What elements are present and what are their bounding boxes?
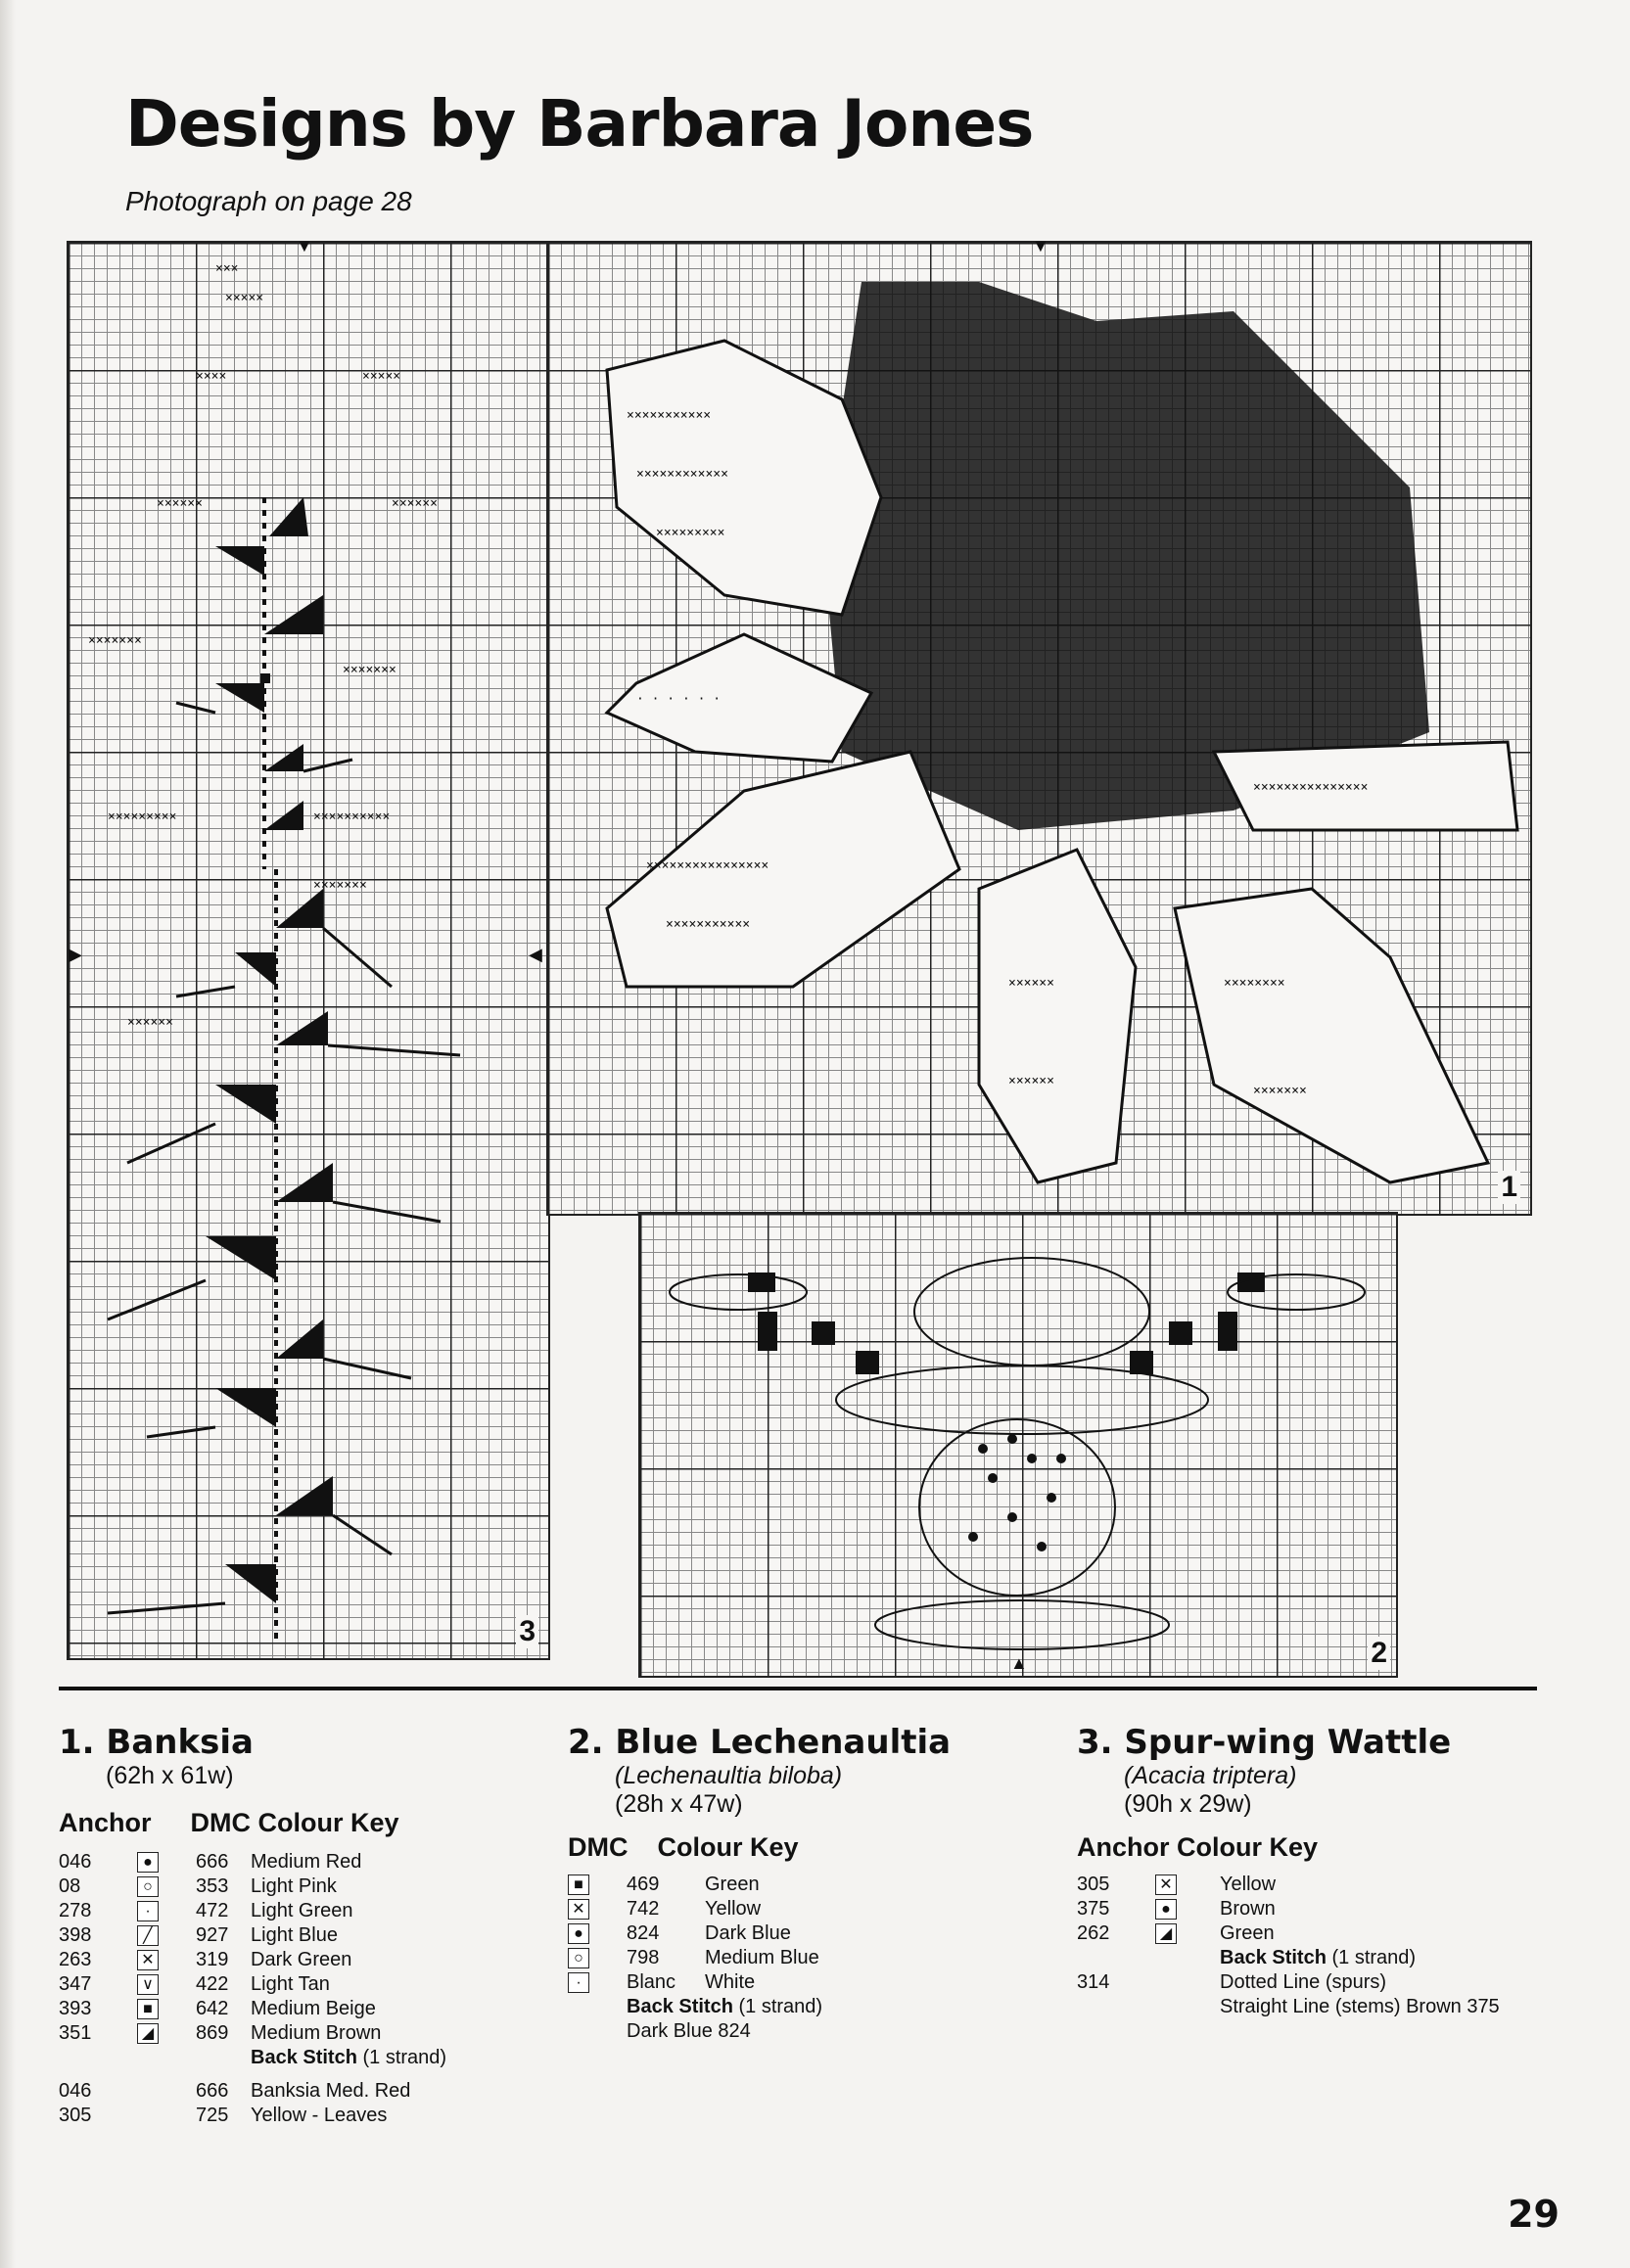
svg-text:×××××××××: ××××××××× — [108, 810, 177, 824]
key-size-wattle: (90h x 29w) — [1124, 1790, 1252, 1818]
key-blue-lechenaultia — [568, 1723, 951, 2044]
key-size-lechenaultia: (28h x 47w) — [615, 1790, 743, 1818]
table-row: 262 ◢ Green — [1077, 1922, 1275, 1944]
filled-dot-symbol: ● — [568, 1923, 589, 1944]
svg-text:×××××××××: ××××××××× — [656, 526, 725, 540]
center-marker-bottom: ▲ — [1010, 1653, 1028, 1673]
backstitch-note: (1 strand) — [1331, 1947, 1417, 1968]
svg-text:××××××: ×××××× — [127, 1015, 173, 1030]
table-row: 305 725 Yellow - Leaves — [59, 2105, 388, 2126]
svg-text:××××××: ×××××× — [1008, 1074, 1054, 1088]
small-dot-symbol: · — [568, 1972, 589, 1993]
table-row: Straight Line (stems) Brown 375 — [1220, 1996, 1500, 2017]
table-row: 08 ○ 353 Light Pink — [59, 1875, 337, 1897]
small-dot-symbol: · — [137, 1901, 159, 1921]
half-triangle-symbol: ◢ — [137, 2023, 159, 2044]
col-anchor-colour-key: Anchor Colour Key — [1077, 1832, 1319, 1862]
table-row: 375 ● Brown — [1077, 1898, 1276, 1920]
chart-banksia — [546, 241, 1532, 1216]
table-row: 398 ╱ 927 Light Blue — [59, 1924, 338, 1946]
open-circle-symbol: ○ — [568, 1948, 589, 1968]
table-row: ○ 798 Medium Blue — [568, 1946, 822, 1970]
wattle-pattern — [69, 243, 548, 1658]
table-row: ■ 469 Green — [568, 1873, 822, 1897]
table-row: 314 Dotted Line (spurs) — [1077, 1971, 1387, 1993]
backstitch-note: (1 strand) — [738, 1996, 823, 2017]
chart-spur-wing-wattle — [67, 241, 550, 1660]
table-row: 278 · 472 Light Green — [59, 1900, 353, 1921]
backstitch-label: Back Stitch — [251, 2047, 357, 2068]
lechenaultia-thread-table — [568, 1873, 822, 2044]
svg-text:××××××××××: ×××××××××× — [313, 810, 391, 824]
open-circle-symbol: ○ — [137, 1876, 159, 1897]
svg-text:×××××: ××××× — [362, 369, 401, 384]
table-row: 393 ■ 642 Medium Beige — [59, 1998, 376, 2019]
photo-reference: Photograph on page 28 — [125, 186, 412, 216]
backstitch-label: Back Stitch — [627, 1996, 733, 2017]
svg-text:××××××××: ×××××××× — [1224, 976, 1285, 991]
svg-text:×××××××: ××××××× — [1253, 1084, 1307, 1098]
filled-dot-symbol: ● — [1155, 1899, 1177, 1920]
table-row: · Blanc White — [568, 1970, 822, 1995]
page-number: 29 — [1508, 2193, 1560, 2236]
svg-text:×××: ××× — [215, 261, 239, 276]
chart-number-2: 2 — [1368, 1637, 1390, 1670]
half-triangle-symbol: ◢ — [1155, 1923, 1177, 1944]
svg-text:×××××××××××: ××××××××××× — [666, 917, 751, 932]
filled-square-symbol: ■ — [137, 1999, 159, 2019]
svg-text:×××××××: ××××××× — [88, 633, 142, 648]
table-row: 046 ● 666 Medium Red — [59, 1851, 362, 1873]
center-marker-right: ◀ — [529, 945, 542, 964]
backstitch-note: (1 strand) — [362, 2047, 447, 2068]
filled-dot-symbol: ● — [137, 1852, 159, 1873]
banksia-pattern — [548, 243, 1530, 1214]
svg-text:××××××: ×××××× — [392, 496, 438, 511]
key-spur-wing-wattle — [1077, 1723, 1500, 2019]
table-row: 347 ∨ 422 Light Tan — [59, 1973, 330, 1995]
backstitch-colour: Dark Blue 824 — [627, 2020, 751, 2042]
svg-text:××××××: ×××××× — [157, 496, 203, 511]
filled-square-symbol: ■ — [568, 1875, 589, 1895]
chart-number-3: 3 — [516, 1615, 538, 1648]
key-latin-lechenaultia: (Lechenaultia biloba) — [615, 1762, 843, 1789]
col-dmc-key: DMC Colour Key — [190, 1808, 399, 1837]
cross-symbol: ✕ — [1155, 1875, 1177, 1895]
banksia-thread-table — [59, 1850, 446, 2128]
table-row: 351 ◢ 869 Medium Brown — [59, 2022, 382, 2044]
center-marker-left: ▶ — [69, 945, 82, 964]
key-heading-banksia: 1. Banksia — [59, 1723, 254, 1762]
wattle-thread-table — [1077, 1873, 1500, 2019]
slash-symbol: ╱ — [137, 1925, 159, 1946]
col-colour-key: Colour Key — [657, 1832, 799, 1862]
svg-text:×××××××××××: ××××××××××× — [627, 408, 712, 423]
section-divider — [59, 1687, 1537, 1690]
center-marker-top-right: ▼ — [1032, 236, 1049, 255]
col-anchor: Anchor — [59, 1808, 152, 1837]
backstitch-label: Back Stitch — [1220, 1947, 1327, 1968]
col-dmc: DMC — [568, 1832, 629, 1862]
svg-text:××××: ×××× — [196, 369, 227, 384]
key-size-banksia: (62h x 61w) — [106, 1762, 234, 1789]
table-row: 305 ✕ Yellow — [1077, 1874, 1277, 1895]
key-heading-wattle: 3. Spur-wing Wattle — [1077, 1723, 1452, 1762]
cross-symbol: ✕ — [137, 1950, 159, 1970]
page-title: Designs by Barbara Jones — [125, 86, 1034, 162]
lechenaultia-pattern — [640, 1214, 1396, 1676]
svg-text:××××××××××××: ×××××××××××× — [636, 467, 728, 482]
chart-number-1: 1 — [1498, 1171, 1520, 1204]
svg-text:×××××××: ××××××× — [343, 663, 396, 677]
table-row: 046 666 Banksia Med. Red — [59, 2080, 411, 2102]
svg-text:· · · · · ·: · · · · · · — [636, 692, 722, 707]
svg-text:×××××: ××××× — [225, 291, 264, 305]
svg-text:×××××××××××××××: ××××××××××××××× — [1253, 780, 1369, 795]
v-symbol: ∨ — [137, 1974, 159, 1995]
key-latin-wattle: (Acacia triptera) — [1124, 1762, 1297, 1789]
svg-text:××××××××××××××××: ×××××××××××××××× — [646, 858, 769, 873]
key-heading-lechenaultia: 2. Blue Lechenaultia — [568, 1723, 952, 1762]
svg-text:××××××: ×××××× — [1008, 976, 1054, 991]
table-row: ✕ 742 Yellow — [568, 1897, 822, 1921]
chart-blue-lechenaultia — [638, 1212, 1398, 1678]
cross-symbol: ✕ — [568, 1899, 589, 1920]
table-row: ● 824 Dark Blue — [568, 1921, 822, 1946]
center-marker-top-left: ▼ — [296, 236, 313, 255]
table-row: 263 ✕ 319 Dark Green — [59, 1949, 352, 1970]
svg-text:×××××××: ××××××× — [313, 878, 367, 893]
page-spine-shadow — [0, 0, 16, 2268]
key-banksia — [59, 1723, 446, 2128]
